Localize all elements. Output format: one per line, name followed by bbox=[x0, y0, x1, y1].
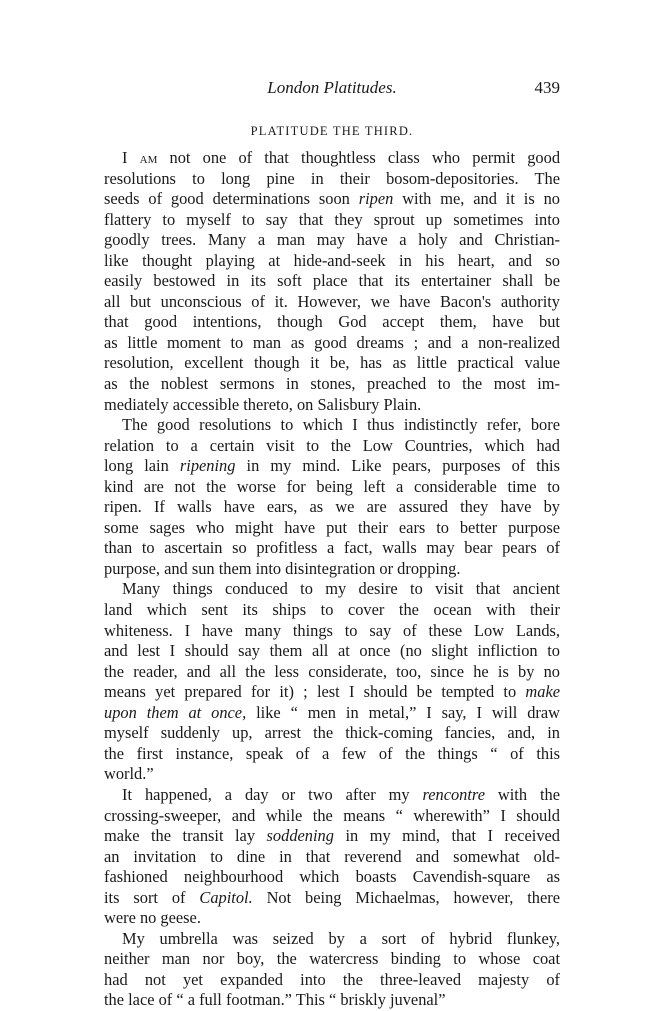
text-segment: like “ men in metal,” I say, I will draw bbox=[246, 702, 560, 722]
section-heading: PLATITUDE THE THIRD. bbox=[250, 124, 414, 138]
text-line bbox=[104, 271, 560, 292]
text-segment: all but unconscious of it. However, we have Bacon's authority bbox=[104, 291, 560, 311]
text-line bbox=[104, 518, 560, 539]
text-line bbox=[104, 867, 560, 888]
text-line bbox=[104, 641, 560, 662]
text-segment: goodly trees. Many a man may have a holy and Christian- bbox=[104, 230, 560, 250]
paragraph bbox=[104, 579, 560, 784]
paragraph bbox=[104, 148, 560, 415]
text-line bbox=[104, 333, 560, 354]
text-segment: not one of that thoughtless class who permit good bbox=[157, 148, 561, 167]
text-line bbox=[104, 970, 560, 991]
text-line bbox=[104, 374, 560, 395]
text-segment: means yet prepared for it) ; lest I should be tempted to bbox=[104, 682, 526, 702]
text-segment: resolution, excellent though it be, has as little practical value bbox=[104, 353, 560, 373]
text-line bbox=[104, 312, 560, 333]
text-segment: purpose, and sun them into disintegration or dropping. bbox=[104, 558, 461, 578]
text-line bbox=[104, 908, 560, 929]
text-segment: the lace of “ a full footman.” This “ briskly juvenal” bbox=[104, 990, 446, 1010]
text-line bbox=[104, 621, 560, 642]
text-segment: with me, and it is no bbox=[393, 189, 560, 209]
text-segment: easily bestowed in its soft place that its entertainer shall be bbox=[104, 271, 560, 291]
italic-text: Capitol. bbox=[199, 887, 253, 907]
text-line bbox=[104, 477, 560, 498]
text-segment: Many things conduced to my desire to visit that ancient bbox=[122, 579, 560, 599]
text-segment: relation to a certain visit to the Low Countries, which had bbox=[104, 435, 560, 455]
text-line bbox=[104, 538, 560, 559]
text-segment: Not being Michaelmas, however, there bbox=[252, 887, 560, 907]
text-segment: ripen. If walls have ears, as we are assured they have by bbox=[104, 497, 560, 517]
text-line bbox=[104, 703, 560, 724]
page-number: 439 bbox=[534, 78, 560, 97]
text-segment: as little moment to man as good dreams ; and a non-realized bbox=[104, 332, 560, 352]
text-line bbox=[104, 395, 560, 416]
text-line bbox=[104, 251, 560, 272]
text-segment: and lest I should say them all at once (no slight infliction to bbox=[104, 641, 560, 661]
text-line bbox=[104, 456, 560, 477]
text-segment: than to ascertain so profitless a fact, walls may bear pears of bbox=[104, 538, 560, 558]
text-line bbox=[104, 559, 560, 580]
text-segment: The good resolutions to which I thus indistinctly refer, bore bbox=[122, 415, 560, 435]
text-line bbox=[104, 292, 560, 313]
body-text bbox=[104, 148, 560, 1011]
text-line bbox=[104, 662, 560, 683]
paragraph bbox=[104, 785, 560, 929]
running-header bbox=[104, 78, 560, 102]
text-line bbox=[104, 353, 560, 374]
lead-in: I am bbox=[122, 148, 158, 167]
running-title: London Platitudes. bbox=[267, 78, 397, 97]
text-line bbox=[104, 189, 560, 210]
text-line bbox=[104, 230, 560, 251]
text-segment: like thought playing at hide-and-seek in his heart, and so bbox=[104, 250, 560, 270]
text-line bbox=[104, 806, 560, 827]
text-line bbox=[104, 682, 560, 703]
text-segment: the first instance, speak of a few of the things “ of this bbox=[104, 743, 560, 763]
text-line bbox=[104, 415, 560, 436]
text-line bbox=[104, 600, 560, 621]
text-segment: My umbrella was seized by a sort of hybrid flunkey, bbox=[122, 928, 560, 948]
text-segment: as the noblest sermons in stones, preached to the most im- bbox=[104, 374, 560, 394]
paragraph bbox=[104, 415, 560, 579]
italic-text: soddening bbox=[266, 826, 334, 846]
text-segment: that good intentions, though God accept them, have but bbox=[104, 312, 560, 332]
text-segment: in my mind, that I received bbox=[333, 826, 560, 846]
text-segment: an invitation to dine in that reverend and somewhat old- bbox=[104, 846, 560, 866]
text-line bbox=[104, 723, 560, 744]
text-line bbox=[104, 497, 560, 518]
text-segment: world.” bbox=[104, 764, 154, 784]
text-line bbox=[104, 949, 560, 970]
text-segment: its sort of bbox=[104, 887, 200, 907]
text-segment: make the transit lay bbox=[104, 826, 267, 846]
text-segment: resolutions to long pine in their bosom-depositories. The bbox=[104, 168, 560, 188]
text-segment: seeds of good determinations soon bbox=[104, 189, 359, 209]
text-segment: neither man nor boy, the watercress binding to whose coat bbox=[104, 949, 560, 969]
text-line bbox=[104, 929, 560, 950]
text-line bbox=[104, 210, 560, 231]
text-segment: myself suddenly up, arrest the thick-coming fancies, and, in bbox=[104, 723, 560, 743]
text-segment: kind are not the worse for being left a considerable time to bbox=[104, 476, 560, 496]
text-line bbox=[104, 744, 560, 765]
italic-text: ripen bbox=[358, 189, 394, 209]
italic-text: upon them at once, bbox=[104, 702, 247, 722]
paragraph bbox=[104, 929, 560, 1011]
text-segment: long lain bbox=[104, 456, 180, 476]
text-line bbox=[104, 579, 560, 600]
text-segment: land which sent its ships to cover the ocean with their bbox=[104, 600, 560, 620]
text-line bbox=[104, 148, 560, 169]
text-line bbox=[104, 436, 560, 457]
text-segment: mediately accessible thereto, on Salisbury Plain. bbox=[104, 394, 422, 414]
text-segment: flattery to myself to say that they sprout up sometimes into bbox=[104, 209, 560, 229]
text-line bbox=[104, 169, 560, 190]
text-segment: crossing-sweeper, and while the means “ wherewith” I should bbox=[104, 805, 560, 825]
text-segment: the reader, and all the less considerate, too, since he is by no bbox=[104, 661, 560, 681]
text-segment: whiteness. I have many things to say of these Low Lands, bbox=[104, 620, 560, 640]
text-segment: fashioned neighbourhood which boasts Cavendish-square as bbox=[104, 867, 560, 887]
text-segment: in my mind. Like pears, purposes of this bbox=[235, 456, 560, 476]
text-segment: with the bbox=[484, 784, 560, 804]
text-segment: were no geese. bbox=[104, 908, 201, 928]
text-line bbox=[104, 826, 560, 847]
italic-text: ripening bbox=[179, 456, 236, 476]
italic-text: rencontre bbox=[422, 784, 485, 804]
text-line bbox=[104, 888, 560, 909]
text-line bbox=[104, 785, 560, 806]
text-line bbox=[104, 764, 560, 785]
text-segment: It happened, a day or two after my bbox=[122, 784, 423, 804]
text-segment: some sages who might have put their ears to better purpose bbox=[104, 517, 560, 537]
italic-text: make bbox=[525, 682, 560, 702]
text-segment: had not yet expanded into the three-leaved majesty of bbox=[104, 969, 560, 989]
text-line bbox=[104, 990, 560, 1011]
text-line bbox=[104, 847, 560, 868]
